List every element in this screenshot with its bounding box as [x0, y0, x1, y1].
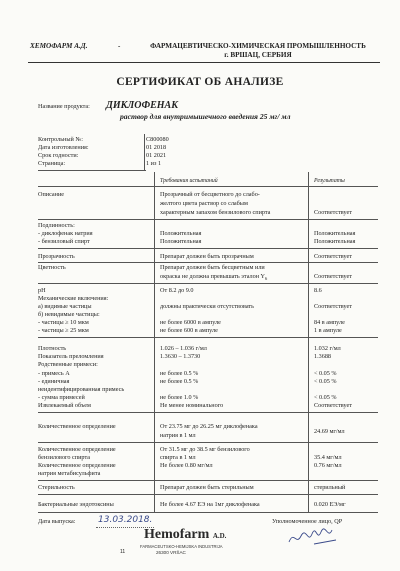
cell-particles25-req: не более 600 в ампуле	[160, 327, 218, 334]
cell-invisible-label: б) невидимые частицы:	[38, 311, 100, 318]
row-rule	[38, 283, 378, 284]
row-rule	[38, 262, 378, 263]
expiry-value: 01 2021	[146, 152, 167, 159]
table-header-rule	[38, 186, 378, 187]
product-label: Название продукта:	[38, 103, 90, 110]
cell-clarity-label: Прозрачность	[38, 253, 75, 260]
cell-assay-req-1: От 23.75 мг до 26.25 мг диклофенака	[160, 423, 258, 430]
page-label: Страница:	[38, 160, 66, 167]
cell-sterility-result: стерильный	[314, 484, 346, 491]
cell-single-impurity-result: < 0.05 %	[314, 378, 337, 385]
cell-impurity-a-result: < 0.05 %	[314, 370, 337, 377]
page-number: 11	[120, 549, 126, 555]
cell-benzyl-assay-req-2: спирта в 1 мл	[160, 454, 196, 461]
cell-sterility-label: Стерильность	[38, 484, 75, 491]
cell-visible-result: Соответствует	[314, 303, 352, 310]
page-value: 1 из 1	[146, 160, 162, 167]
manufacture-date-value: 01 2018	[146, 144, 167, 151]
cell-diclofenac-req: Положительная	[160, 230, 202, 237]
cell-description-req-3: характерным запахом бензилового спирта	[160, 209, 271, 216]
cell-mech-label: Механические включения:	[38, 295, 109, 302]
cell-single-impurity-label: - единичная	[38, 378, 70, 385]
cell-refraction-req: 1.3630 – 1.3730	[160, 353, 201, 360]
cell-volume-req: Не менее номинального	[160, 402, 224, 409]
cell-refraction-label: Показатель преломления	[38, 353, 104, 360]
cell-identity-label: Подлинность:	[38, 222, 75, 229]
cell-sum-result: < 0.05 %	[314, 394, 337, 401]
cell-metabisulfite-result: 0.76 мг/мл	[314, 462, 342, 469]
row-rule	[38, 480, 378, 481]
logo-line-1: FARMACEUTSKO-HEMIJSKA INDUSTRIJA	[140, 544, 223, 549]
meta-underline	[38, 170, 146, 171]
row-rule	[38, 219, 378, 220]
cell-color-req-1: Препарат должен быть бесцветным или	[160, 264, 265, 271]
cell-unidentified-label: неидентифицированная примесь	[38, 386, 125, 393]
cell-metabisulfite-label-2: натрия метабисульфита	[38, 470, 101, 477]
control-number-value: C800080	[146, 136, 169, 143]
cell-visible-req: должны практически отсутствовать	[160, 303, 254, 310]
cell-benzyl-label: - бензиловый спирт	[38, 238, 90, 245]
release-date-handwritten: 13.03.2018.	[98, 515, 153, 525]
signature-mark	[286, 524, 342, 550]
color-req-text: окраска не должна превышать эталон Y	[160, 273, 266, 280]
product-subtitle: раствор для внутримышечного введения 25 мг/ мл	[120, 112, 291, 121]
cell-benzyl-assay-result: 35.4 мг/мл	[314, 454, 342, 461]
cell-endotoxin-req: Не более 4.67 ЕЭ на 1мг диклофенака	[160, 501, 260, 508]
cell-benzyl-assay-label-1: Количественное определение	[38, 446, 116, 453]
cell-description-result: Соответствует	[314, 209, 352, 216]
cell-endotoxin-result: 0.020 ЕЭ/мг	[314, 501, 346, 508]
column-separator	[308, 172, 309, 512]
org-line-1: ФАРМАЦЕВТИЧЕСКО-ХИМИЧЕСКАЯ ПРОМЫШЛЕННОСТЬ	[150, 42, 366, 50]
product-name: ДИКЛОФЕНАК	[106, 100, 178, 111]
row-rule	[38, 337, 378, 338]
cell-benzyl-result: Положительная	[314, 238, 356, 245]
cell-clarity-result: Соответствует	[314, 253, 352, 260]
cell-color-label: Цветность	[38, 264, 66, 271]
cell-description-req-1: Прозрачный от бесцветного до слабо-	[160, 191, 260, 198]
cell-particles10-req: не более 6000 в ампуле	[160, 319, 221, 326]
cell-ph-result: 8.6	[314, 287, 322, 294]
page-title: СЕРТИФИКАТ ОБ АНАЛИЗЕ	[116, 76, 284, 88]
header-divider	[28, 62, 380, 63]
cell-volume-result: Соответствует	[314, 402, 352, 409]
cell-impurities-label: Родственные примеси:	[38, 361, 98, 368]
cell-assay-result: 24.69 мг/мл	[314, 428, 345, 435]
cell-sum-label: - сумма примесей	[38, 394, 85, 401]
cell-diclofenac-result: Положительная	[314, 230, 356, 237]
row-rule	[38, 494, 378, 495]
cell-diclofenac-label: - диклофенак натрия	[38, 230, 93, 237]
cell-description-label: Описание	[38, 191, 65, 198]
header-dash: -	[118, 42, 121, 50]
cell-endotoxin-label: Бактериальные эндотоксины	[38, 501, 114, 508]
control-number-label: Контрольный №:	[38, 136, 83, 143]
table-bottom-rule	[38, 512, 378, 513]
cell-particles10-label: - частицы ≥ 10 мкм	[38, 319, 89, 326]
cell-volume-label: Извлекаемый объем	[38, 402, 91, 409]
cell-impurity-a-label: - примесь A	[38, 370, 70, 377]
manufacture-date-label: Дата изготовления:	[38, 144, 89, 151]
cell-metabisulfite-req: Не более 0.80 мг/мл	[160, 462, 213, 469]
company-logo	[144, 527, 226, 543]
cell-assay-req-2: натрия в 1 мл	[160, 432, 196, 439]
cell-impurity-a-req: не более 0.5 %	[160, 370, 199, 377]
color-req-sub: 6	[265, 276, 268, 282]
cell-density-label: Плотность	[38, 345, 67, 352]
column-header-results: Результаты	[314, 178, 345, 184]
logo-line-2: 26300 VRŠAC	[156, 550, 186, 555]
cell-benzyl-assay-req-1: От 31.5 мг до 38.5 мг бензилового	[160, 446, 250, 453]
authorized-person-label: Уполномоченное лицо, QP	[272, 518, 343, 525]
meta-divider	[144, 134, 145, 170]
logo-name: Hemofarm	[144, 527, 210, 542]
column-separator	[154, 172, 155, 512]
row-rule	[38, 412, 378, 413]
company-name: ХЕМОФАРМ А.Д.	[30, 42, 88, 50]
cell-sterility-req: Препарат должен быть стерильным	[160, 484, 254, 491]
cell-metabisulfite-label-1: Количественное определение	[38, 462, 116, 469]
cell-visible-label: а) видимые частицы	[38, 303, 92, 310]
row-rule	[38, 248, 378, 249]
release-date-label: Дата выпуска:	[38, 518, 76, 525]
cell-sum-req: не более 1.0 %	[160, 394, 199, 401]
cell-particles10-result: 84 в ампуле	[314, 319, 345, 326]
cell-ph-label: pH	[38, 287, 46, 294]
cell-color-result: Соответствует	[314, 273, 352, 280]
cell-single-impurity-req: не более 0.5 %	[160, 378, 199, 385]
cell-particles25-label: - частицы ≥ 25 мкм	[38, 327, 89, 334]
cell-assay-label: Количественное определение	[38, 423, 116, 430]
row-rule	[38, 442, 378, 443]
cell-color-req-2	[160, 273, 267, 283]
cell-refraction-result: 1.3688	[314, 353, 332, 360]
cell-density-req: 1.026 – 1.036 г/мл	[160, 345, 207, 352]
cell-density-result: 1.032 г/мл	[314, 345, 341, 352]
cell-particles25-result: 1 в ампуле	[314, 327, 342, 334]
column-header-requirements: Требования испытаний	[160, 178, 218, 184]
cell-description-req-2: желтого цвета раствор со слабым	[160, 200, 248, 207]
logo-suffix: A.D.	[212, 532, 227, 540]
org-line-2: г. ВРШАЦ, СЕРБИЯ	[224, 51, 292, 59]
cell-benzyl-req: Положительная	[160, 238, 202, 245]
cell-ph-req: От 8.2 до 9.0	[160, 287, 194, 294]
cell-clarity-req: Препарат должен быть прозрачным	[160, 253, 254, 260]
expiry-label: Срок годности:	[38, 152, 79, 159]
cell-benzyl-assay-label-2: бензилового спирта	[38, 454, 90, 461]
